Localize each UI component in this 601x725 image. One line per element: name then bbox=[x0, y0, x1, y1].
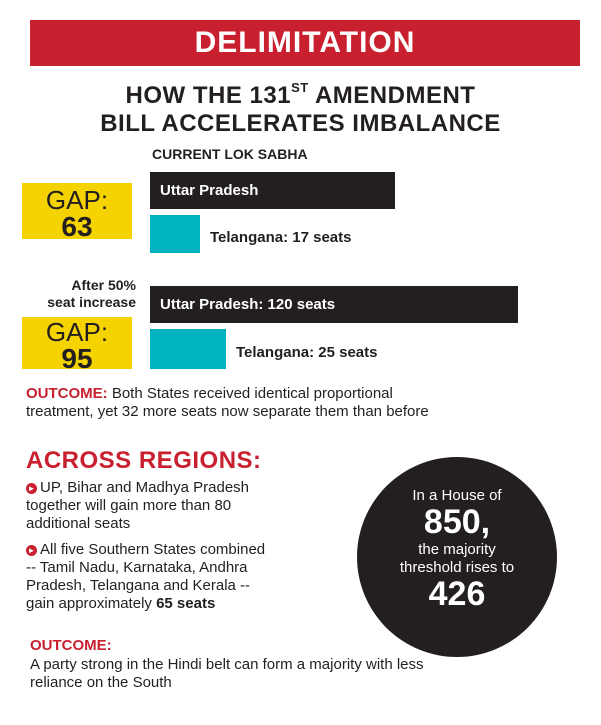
bar-up-after bbox=[150, 286, 518, 323]
circle-line-1: In a House of bbox=[412, 487, 502, 504]
title-banner bbox=[30, 20, 580, 66]
outcome-1-label: OUTCOME: bbox=[26, 385, 108, 402]
current-gap-box bbox=[22, 183, 132, 242]
across-regions-title: ACROSS REGIONS: bbox=[26, 447, 262, 474]
outcome-2-text: A party strong in the Hindi belt can form a majority with less reliance on the South bbox=[30, 656, 424, 691]
majority-threshold-circle bbox=[357, 457, 557, 657]
bar-up-current bbox=[150, 172, 395, 209]
region-bullet-1: ► UP, Bihar and Madhya Pradesh together will gain more than 80 additional seats bbox=[26, 479, 250, 532]
banner-title: DELIMITATION bbox=[194, 26, 416, 59]
majority-threshold: 426 bbox=[428, 575, 486, 613]
outcome-2-label: OUTCOME: bbox=[30, 637, 112, 654]
gap-label: GAP: bbox=[45, 317, 109, 347]
bar-telangana-after bbox=[150, 329, 226, 369]
current-section-label: CURRENT LOK SABHA bbox=[152, 146, 308, 162]
house-size: 850, bbox=[423, 503, 491, 541]
subtitle-line-1: HOW THE 131ST AMENDMENT bbox=[125, 80, 476, 109]
gap-value: 63 bbox=[61, 211, 93, 242]
bar-telangana-current-label: Telangana: 17 seats bbox=[210, 229, 352, 246]
arrow-bullet-icon: ► bbox=[27, 484, 36, 493]
outcome-1: OUTCOME: Both States received identical proportional treatment, yet 32 more seats now separate them than before bbox=[26, 385, 429, 420]
gap-value: 95 bbox=[61, 343, 93, 374]
bar-up-after-label: Uttar Pradesh: 120 seats bbox=[160, 296, 336, 313]
arrow-bullet-icon: ► bbox=[27, 546, 36, 555]
circle-line-3: threshold rises to bbox=[399, 559, 515, 576]
circle-line-2: the majority bbox=[418, 541, 496, 558]
subtitle bbox=[0, 74, 601, 138]
after-gap-box bbox=[22, 317, 132, 374]
bar-telangana-after-label: Telangana: 25 seats bbox=[236, 344, 378, 361]
gap-label: GAP: bbox=[45, 185, 109, 215]
bar-telangana-current bbox=[150, 215, 200, 253]
after-increase-label: After 50% seat increase bbox=[47, 277, 136, 310]
bar-up-current-label: Uttar Pradesh bbox=[160, 182, 259, 199]
subtitle-line-2: BILL ACCELERATES IMBALANCE bbox=[100, 110, 501, 137]
region-bullet-2: ► All five Southern States combined -- Tamil Nadu, Karnataka, Andhra Pradesh, Telangana and Kerala -- gain approximately 65 seats bbox=[26, 541, 266, 612]
